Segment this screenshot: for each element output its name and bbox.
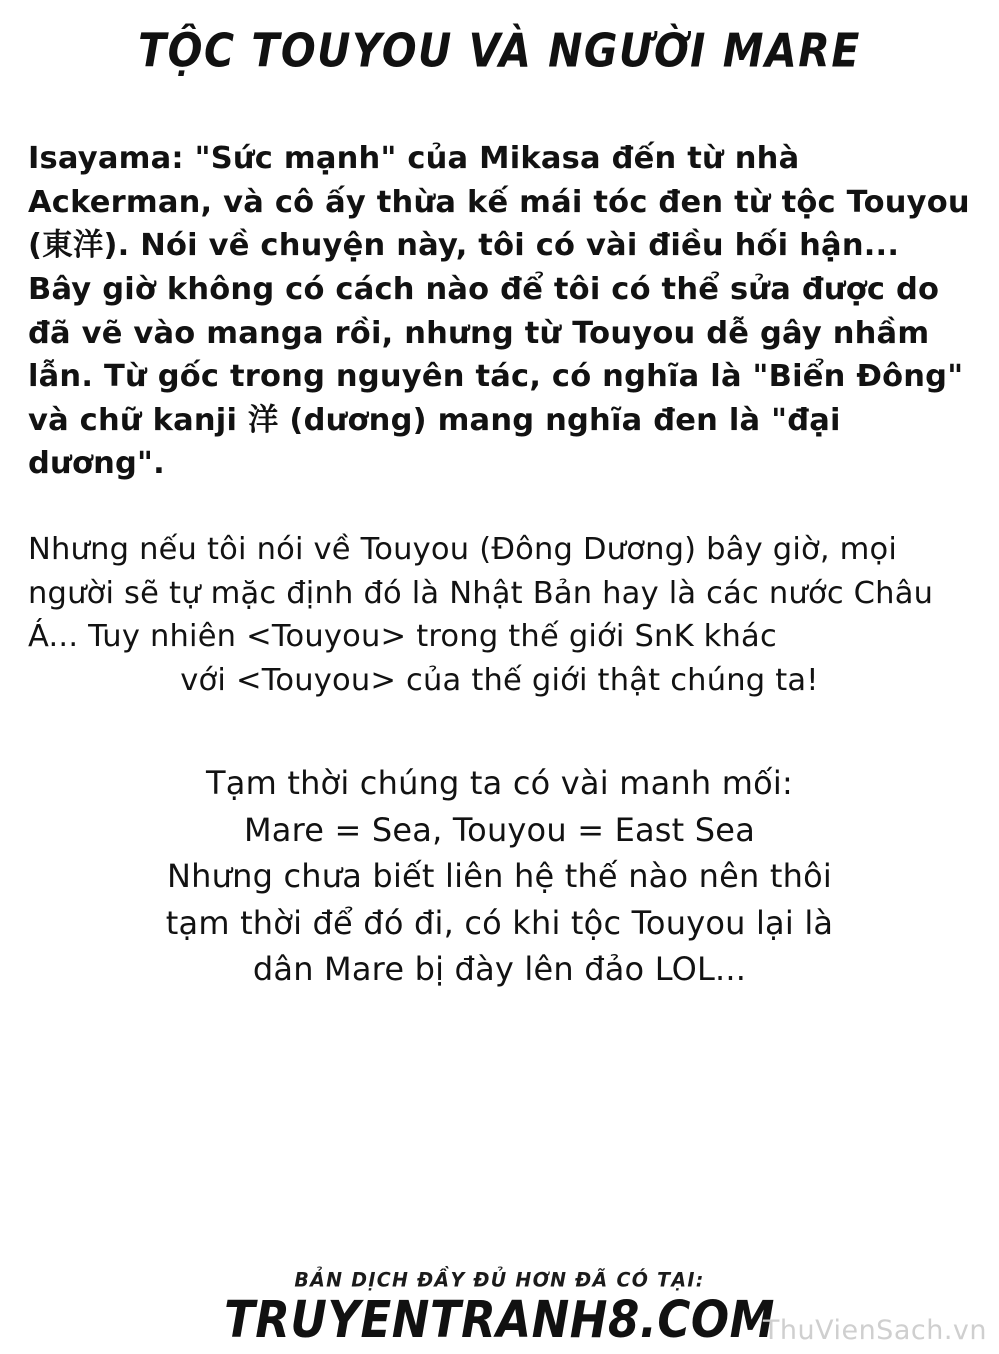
conclusion-line-4: tạm thời để đó đi, có khi tộc Touyou lại là [165,903,834,942]
paragraph-2-text: Nhưng nếu tôi nói về Touyou (Đông Dương) bây giờ, mọi người sẽ tự mặc định đó là Nhật Bản hay là các nước Châu Á... Tuy nhiên <Touyou> trong thế giới SnK khác [28,531,934,655]
paragraph-2-last-line: với <Touyou> của thế giới thật chúng ta! [180,662,819,698]
footer-note: BẢN DỊCH ĐẦY ĐỦ HƠN ĐÃ CÓ TẠI: [294,1268,705,1292]
page-title: TỘC TOUYOU VÀ NGƯỜI MARE [138,23,861,78]
manga-translation-page [0,23,999,1354]
conclusion-line-2: Mare = Sea, Touyou = East Sea [243,810,756,849]
body-text-block [18,137,981,992]
paragraph-2 [28,528,971,702]
paragraph-1-text: "Sức mạnh" của Mikasa đến từ nhà Ackerman, và cô ấy thừa kế mái tóc đen từ tộc Touyou (東洋). Nói về chuyện này, tôi có vài điều hối hận... Bây giờ không có cách nào để tôi có thể sửa được do đã vẽ vào manga rồi, nhưng từ Touyou dễ gây nhầm lẫn. Từ gốc trong nguyên tác, có nghĩa là "Biển Đông" và chữ kanji 洋 (dương) mang nghĩa đen là "đại dương". [28,141,970,482]
paragraph-isayama-quote [28,137,971,486]
paragraph-3-conclusion [28,760,971,992]
watermark: ThuVienSach.vn [762,1315,987,1346]
conclusion-line-1: Tạm thời chúng ta có vài manh mối: [206,764,793,803]
speaker-label: Isayama: [28,141,184,177]
footer-site-name: TRUYENTRANH8.COM [224,1289,775,1350]
conclusion-line-3: Nhưng chưa biết liên hệ thế nào nên thôi [167,857,832,896]
conclusion-line-5: dân Mare bị đày lên đảo LOL... [252,949,747,988]
